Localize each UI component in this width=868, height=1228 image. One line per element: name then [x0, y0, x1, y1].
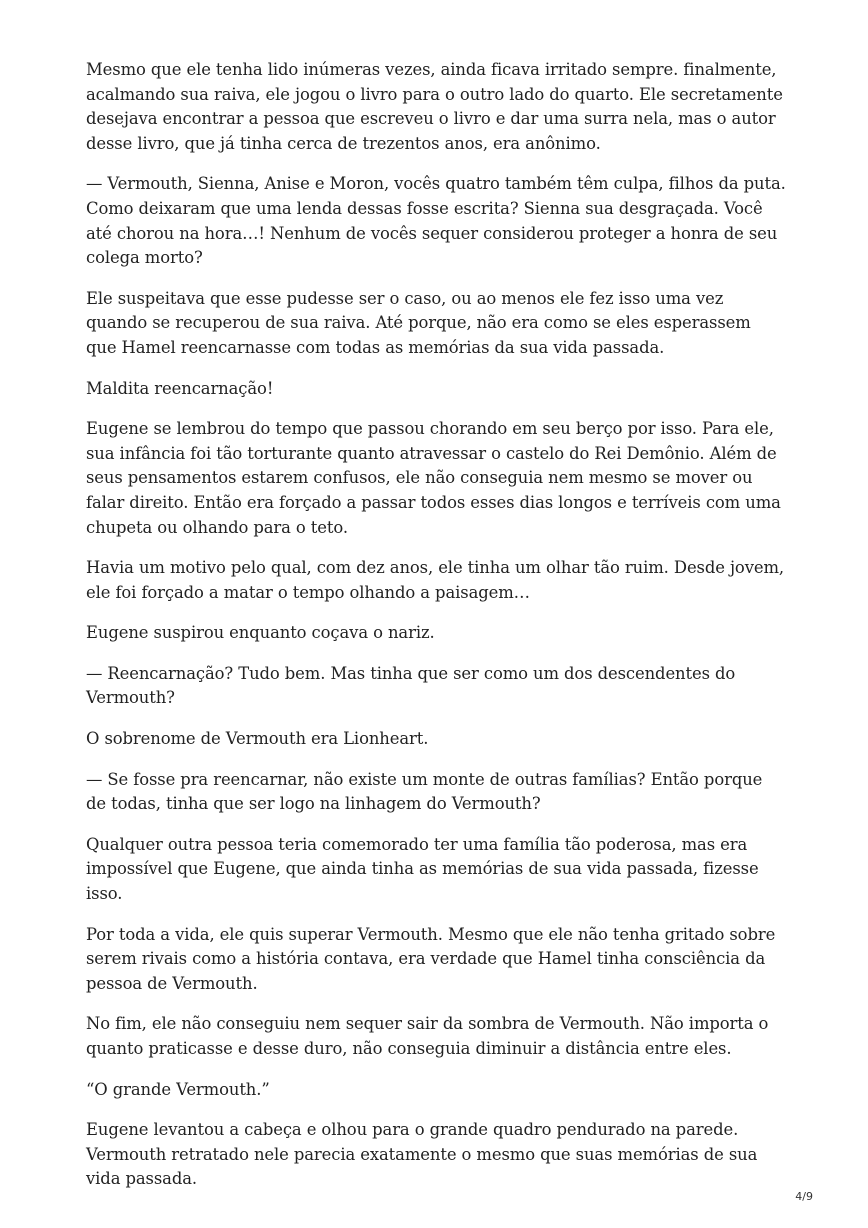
paragraph: Havia um motivo pelo qual, com dez anos, ele tinha um olhar tão ruim. Desde jovem, ele foi forçado a matar o tempo olhando a paisagem…: [86, 558, 785, 602]
paragraph: Por toda a vida, ele quis superar Vermouth. Mesmo que ele não tenha gritado sobre serem rivais como a história contava, era verdade que Hamel tinha consciência da pessoa de Vermouth.: [86, 924, 776, 993]
document-body: [86, 58, 786, 1208]
paragraph: Eugene se lembrou do tempo que passou chorando em seu berço por isso. Para ele, sua infância foi tão torturante quanto atravessar o castelo do Rei Demônio. Além de seus pensamentos estarem confusos, ele não conseguia nem mesmo se mover ou falar direito. Então era forçado a passar todos esses dias longos e terríveis com uma chupeta ou olhando para o teto.: [86, 419, 781, 537]
paragraph: “O grande Vermouth.”: [86, 1079, 270, 1099]
paragraph: Ele suspeitava que esse pudesse ser o caso, ou ao menos ele fez isso uma vez quando se recuperou de sua raiva. Até porque, não era como se eles esperassem que Hamel reencarnasse com todas as memórias da sua vida passada.: [86, 288, 751, 357]
page-number: 4/9: [795, 1190, 813, 1203]
paragraph: — Reencarnação? Tudo bem. Mas tinha que ser como um dos descendentes do Vermouth?: [86, 663, 736, 708]
paragraph: — Vermouth, Sienna, Anise e Moron, vocês quatro também têm culpa, filhos da puta. Como deixaram que uma lenda dessas fosse escrita? Sienna sua desgraçada. Você até chorou na hora…! Nenhum de vocês sequer considerou proteger a honra de seu colega morto?: [86, 174, 786, 268]
paragraph: Qualquer outra pessoa teria comemorado ter uma família tão poderosa, mas era impossível que Eugene, que ainda tinha as memórias de sua vida passada, fizesse isso.: [86, 834, 759, 904]
paragraph: No fim, ele não conseguiu nem sequer sair da sombra de Vermouth. Não importa o quanto praticasse e desse duro, não conseguia diminuir a distância entre eles.: [86, 1014, 769, 1058]
paragraph: O sobrenome de Vermouth era Lionheart.: [86, 729, 429, 749]
paragraph: Mesmo que ele tenha lido inúmeras vezes, ainda ficava irritado sempre. finalmente, acalmando sua raiva, ele jogou o livro para o outro lado do quarto. Ele secretamente desejava encontrar a pessoa que escreveu o livro e dar uma surra nela, mas o autor desse livro, que já tinha cerca de trezentos anos, era anônimo.: [86, 60, 783, 153]
paragraph: Maldita reencarnação!: [86, 378, 274, 398]
paragraph: — Se fosse pra reencarnar, não existe um monte de outras famílias? Então porque de todas, tinha que ser logo na linhagem do Vermouth?: [86, 769, 763, 814]
paragraph: Eugene suspirou enquanto coçava o nariz.: [86, 623, 435, 643]
paragraph: Eugene levantou a cabeça e olhou para o grande quadro pendurado na parede. Vermouth retratado nele parecia exatamente o mesmo que suas memórias de sua vida passada.: [86, 1120, 758, 1189]
